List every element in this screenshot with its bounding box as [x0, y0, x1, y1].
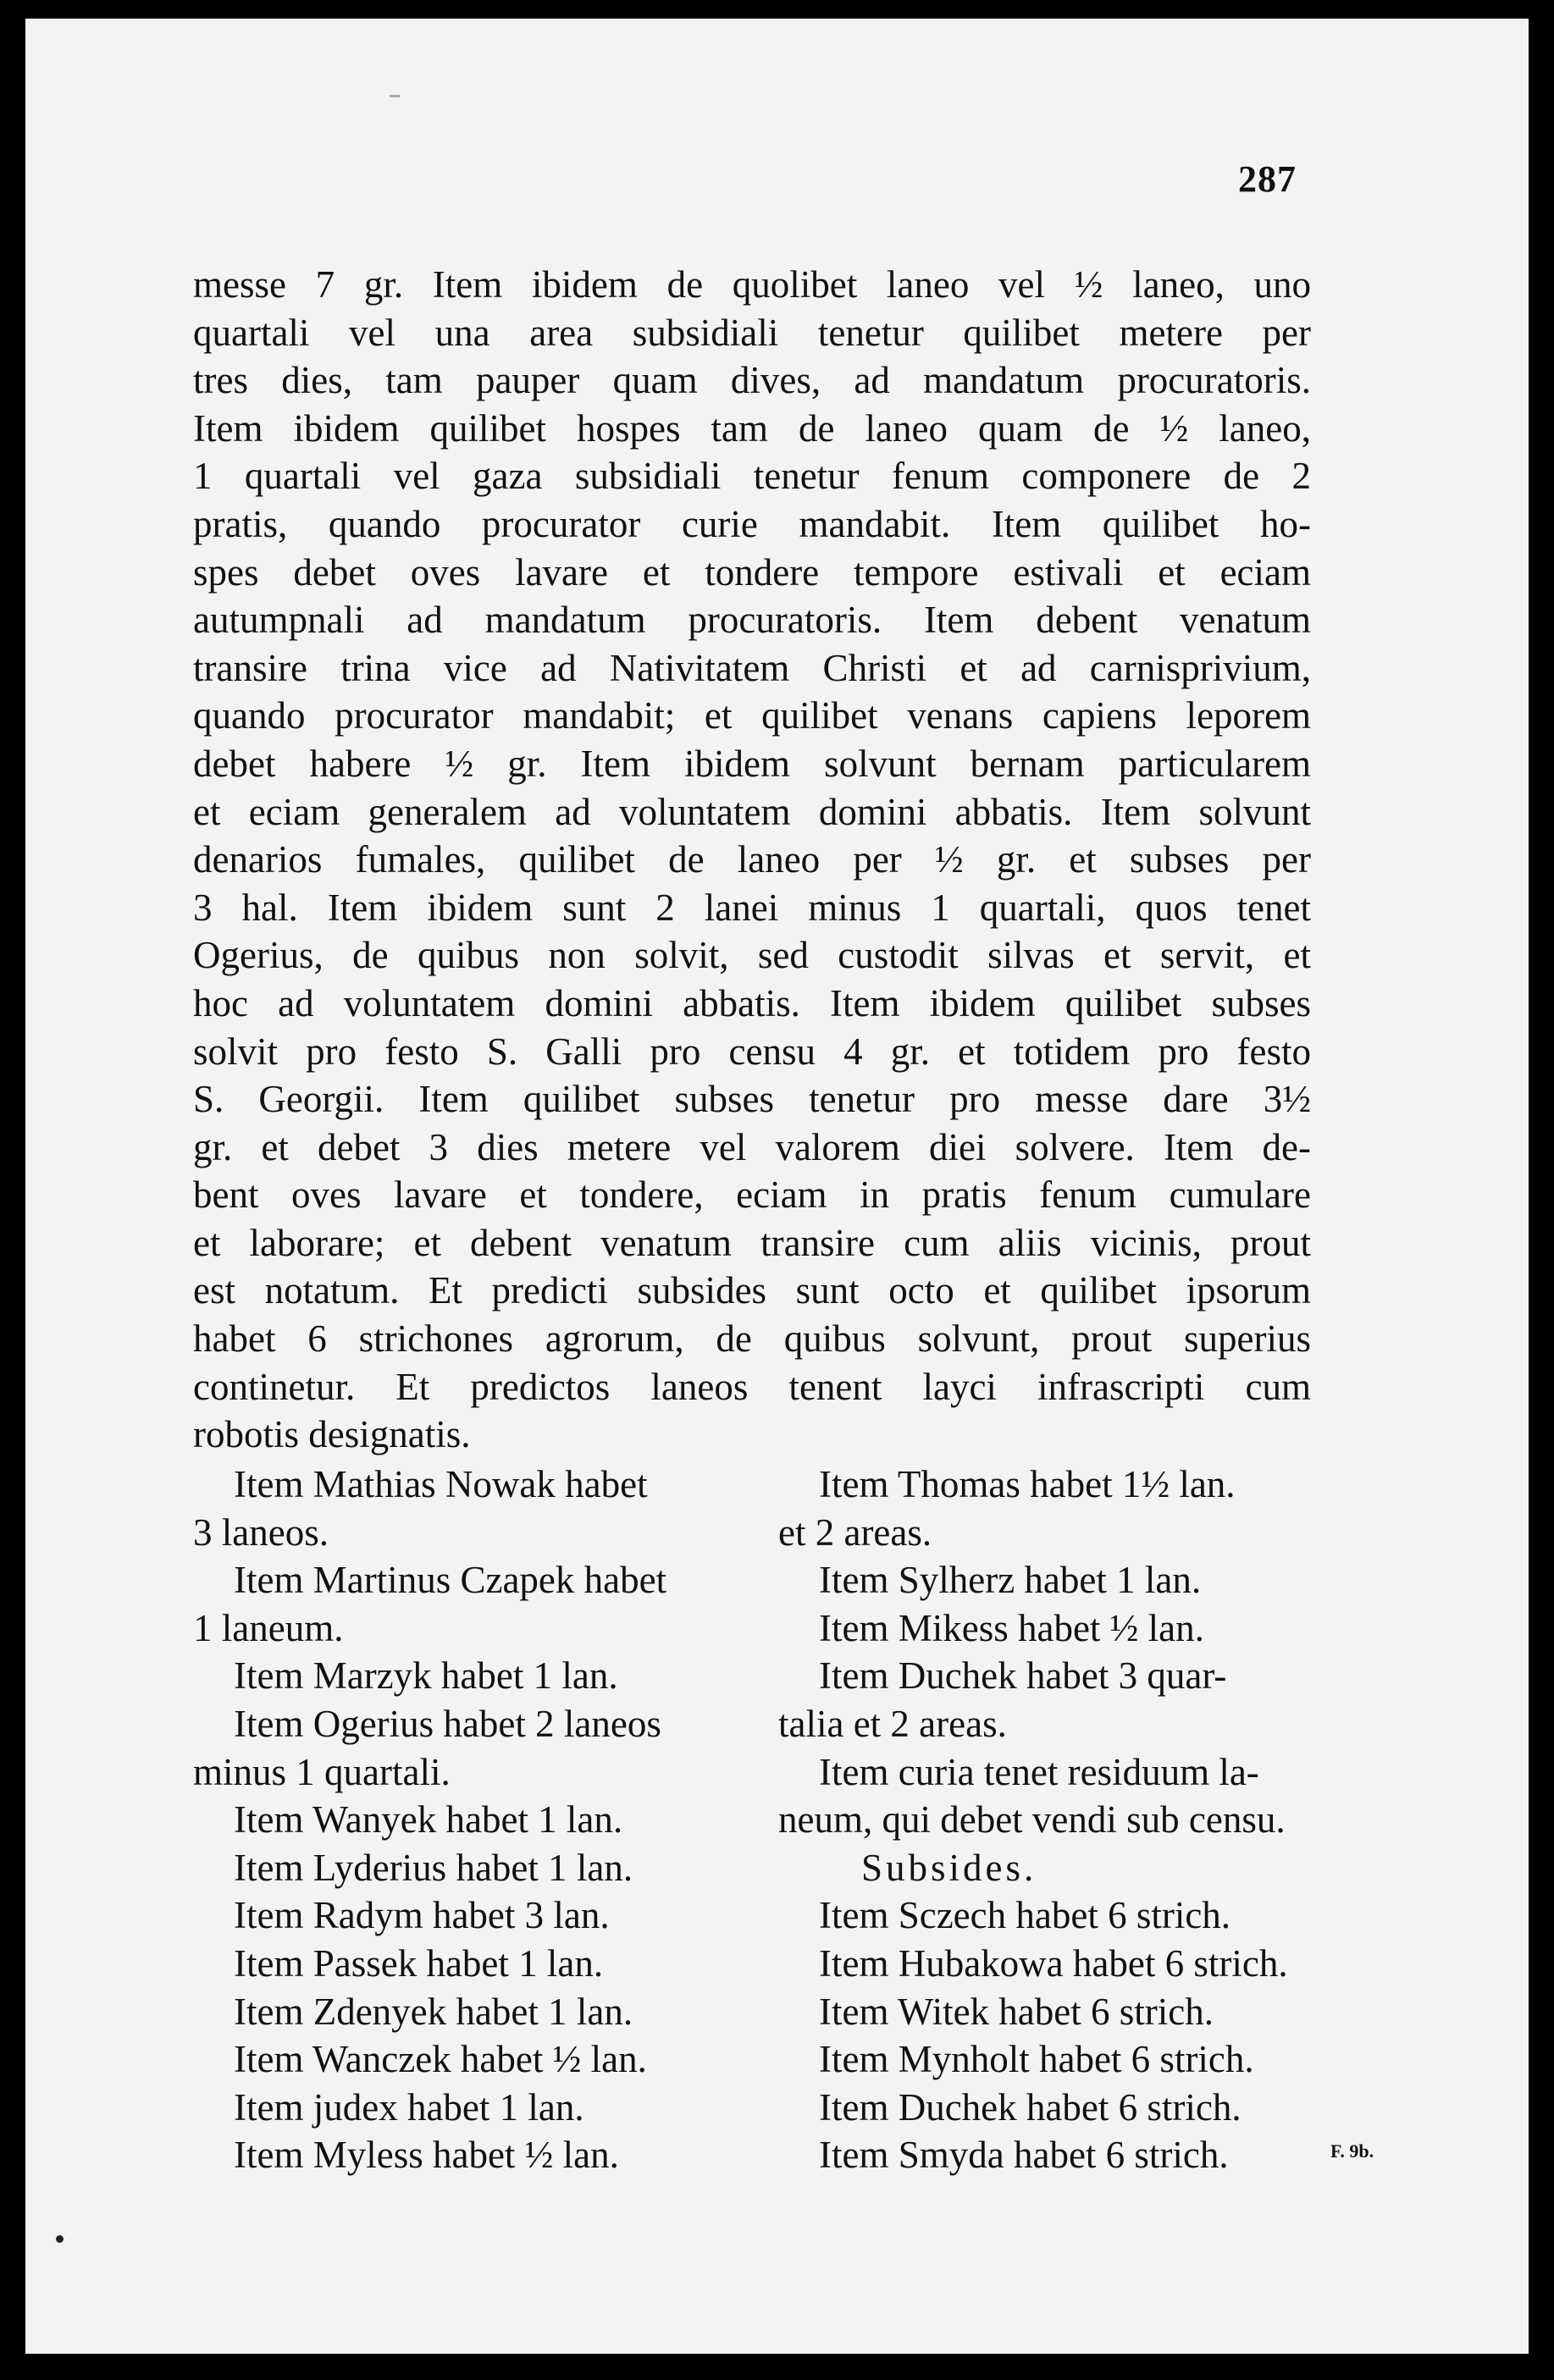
text-line: tres dies, tam pauper quam dives, ad mandatum procuratoris.	[193, 359, 1311, 402]
list-item: Item Witek habet 6 strich.	[819, 1990, 1214, 2033]
text-line: est notatum. Et predicti subsides sunt octo et quilibet ipsorum	[193, 1269, 1311, 1312]
text-line: 1 quartali vel gaza subsidiali tenetur fenum componere de 2	[193, 455, 1311, 498]
left-column-list	[193, 1461, 735, 2179]
list-item: Item Duchek habet 3 quar-	[819, 1654, 1227, 1698]
text-line: et eciam generalem ad voluntatem domini abbatis. Item solvunt	[193, 790, 1311, 833]
text-line: denarios fumales, quilibet de laneo per ½ gr. et subses per	[193, 838, 1311, 881]
list-item: Item Marzyk habet 1 lan.	[234, 1654, 618, 1698]
list-item: Item Mathias Nowak habet	[234, 1463, 648, 1505]
list-item-continuation: et 2 areas.	[778, 1510, 932, 1554]
list-item: Item Wanczek habet ½ lan.	[234, 2038, 647, 2081]
list-item-continuation: neum, qui debet vendi sub censu.	[778, 1798, 1286, 1842]
document-page	[25, 19, 1529, 2354]
list-item: Item Lyderius habet 1 lan.	[234, 1846, 633, 1889]
list-item: Item judex habet 1 lan.	[234, 2085, 584, 2129]
list-item: Item Ogerius habet 2 laneos	[234, 1702, 661, 1745]
text-line: habet 6 strichones agrorum, de quibus solvunt, prout superius	[193, 1317, 1311, 1361]
list-item: Item Thomas habet 1½ lan.	[819, 1463, 1236, 1505]
list-item: Item Hubakowa habet 6 strich.	[819, 1941, 1288, 1985]
text-line: 3 hal. Item ibidem sunt 2 lanei minus 1 quartali, quos tenet	[193, 886, 1311, 929]
list-item: Item Martinus Czapek habet	[234, 1559, 667, 1602]
text-line: S. Georgii. Item quilibet subses tenetur pro messe dare 3½	[193, 1078, 1311, 1121]
list-item: Item Smyda habet 6 strich.	[819, 2134, 1229, 2177]
text-line: debet habere ½ gr. Item ibidem solvunt bernam particularem	[193, 742, 1311, 785]
text-line: Ogerius, de quibus non solvit, sed custodit silvas et servit, et	[193, 934, 1311, 977]
margin-dot	[56, 2235, 64, 2243]
list-item-continuation: 3 laneos.	[193, 1510, 329, 1554]
page-mark	[390, 95, 400, 97]
list-item: Item Duchek habet 6 strich.	[819, 2085, 1242, 2129]
text-line: solvit pro festo S. Galli pro censu 4 gr. et totidem pro festo	[193, 1030, 1311, 1073]
text-line: continetur. Et predictos laneos tenent layci infrascripti cum	[193, 1365, 1311, 1408]
list-item-continuation: 1 laneum.	[193, 1606, 344, 1649]
text-line: hoc ad voluntatem domini abbatis. Item ibidem quilibet subses	[193, 981, 1311, 1024]
text-line: quando procurator mandabit; et quilibet venans capiens leporem	[193, 694, 1311, 737]
list-item: Item Wanyek habet 1 lan.	[234, 1798, 623, 1842]
list-item: Item Radym habet 3 lan.	[234, 1894, 610, 1937]
text-line: messe 7 gr. Item ibidem de quolibet laneo vel ½ laneo, uno	[193, 263, 1311, 306]
section-heading: Subsides.	[861, 1846, 1037, 1889]
right-column-list	[778, 1461, 1320, 2179]
list-item: Item curia tenet residuum la-	[819, 1750, 1259, 1793]
marginal-note: F. 9b.	[1330, 2140, 1374, 2162]
text-line: pratis, quando procurator curie mandabit. Item quilibet ho-	[193, 502, 1311, 545]
text-line: et laborare; et debent venatum transire cum aliis vicinis, prout	[193, 1221, 1311, 1264]
list-item: Item Sczech habet 6 strich.	[819, 1894, 1231, 1937]
list-item: Item Mikess habet ½ lan.	[819, 1606, 1204, 1649]
text-line: bent oves lavare et tondere, eciam in pratis fenum cumulare	[193, 1173, 1311, 1217]
text-line: spes debet oves lavare et tondere tempore estivali et eciam	[193, 550, 1311, 594]
page-number: 287	[1238, 158, 1297, 200]
text-line: gr. et debet 3 dies metere vel valorem diei solvere. Item de-	[193, 1125, 1311, 1168]
list-item: Item Mynholt habet 6 strich.	[819, 2038, 1254, 2081]
text-line: autumpnali ad mandatum procuratoris. Item debent venatum	[193, 599, 1311, 642]
text-line: Item ibidem quilibet hospes tam de laneo quam de ½ laneo,	[193, 406, 1311, 450]
list-item: Item Passek habet 1 lan.	[234, 1941, 604, 1985]
text-line: robotis designatis.	[193, 1413, 471, 1456]
list-item-continuation: minus 1 quartali.	[193, 1750, 451, 1793]
list-item: Item Myless habet ½ lan.	[234, 2134, 619, 2177]
list-item: Item Zdenyek habet 1 lan.	[234, 1990, 633, 2033]
list-item-continuation: talia et 2 areas.	[778, 1702, 1007, 1745]
list-item: Item Sylherz habet 1 lan.	[819, 1559, 1202, 1602]
main-paragraph	[193, 261, 1311, 1459]
text-line: quartali vel una area subsidiali tenetur quilibet metere per	[193, 311, 1311, 354]
text-line: transire trina vice ad Nativitatem Christi et ad carnisprivium,	[193, 646, 1311, 689]
